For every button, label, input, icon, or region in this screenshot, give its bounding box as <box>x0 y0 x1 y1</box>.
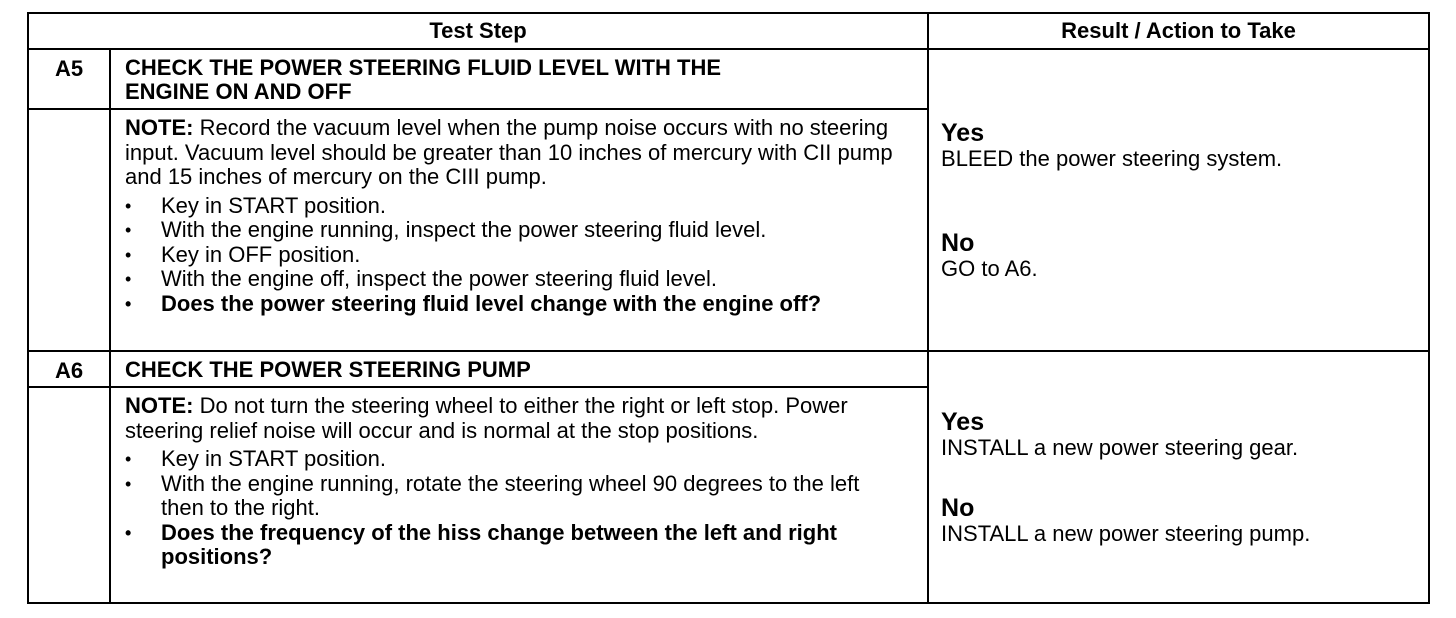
step-body-a6 <box>110 387 928 603</box>
result-yes-action: BLEED the power steering system. <box>941 146 1283 171</box>
note-label: NOTE: <box>125 115 194 140</box>
question-a5: • Does the power steering fluid level change with the engine off? <box>125 292 897 317</box>
header-row <box>28 13 1429 49</box>
result-yes-label: Yes <box>941 408 985 436</box>
step-a6-title-row <box>28 351 1429 387</box>
header-result-action: Result / Action to Take <box>928 13 1429 49</box>
note-label: NOTE: <box>125 393 194 418</box>
note-a6 <box>125 394 897 443</box>
list-item: • Key in START position. <box>125 194 897 219</box>
step-title-a5-line1: CHECK THE POWER STEERING FLUID LEVEL WITH THE <box>125 55 722 80</box>
list-item: • With the engine running, inspect the power steering fluid level. <box>125 218 897 243</box>
step-id-a6: A6 <box>28 351 110 387</box>
result-cell-a5 <box>928 49 1429 351</box>
step-id-a5-spacer <box>28 109 110 351</box>
note-text: Do not turn the steering wheel to either the right or left stop. Power steering relief noise will occur and is normal at the stop positions. <box>125 393 848 443</box>
result-no-action: INSTALL a new power steering pump. <box>941 521 1311 546</box>
header-test-step: Test Step <box>28 13 928 49</box>
list-item: • Key in START position. <box>125 447 897 472</box>
step-id-a5: A5 <box>28 49 110 109</box>
note-text: Record the vacuum level when the pump noise occurs with no steering input. Vacuum level should be greater than 10 inches of mercury with CII pump and 15 inches of mercury on the CIII pump. <box>125 115 893 189</box>
step-body-a5 <box>110 109 928 351</box>
result-no-label: No <box>941 494 975 522</box>
bullet-list-a6 <box>125 447 897 570</box>
list-item: • Key in OFF position. <box>125 243 897 268</box>
result-cell-a6 <box>928 351 1429 603</box>
step-title-a6: CHECK THE POWER STEERING PUMP <box>110 351 928 387</box>
list-item: • With the engine running, rotate the steering wheel 90 degrees to the left then to the right. <box>125 472 897 521</box>
note-a5 <box>125 116 897 190</box>
bullet-list-a5 <box>125 194 897 317</box>
step-title-a5-line2: ENGINE ON AND OFF <box>125 79 352 104</box>
result-yes-label: Yes <box>941 119 985 147</box>
diagnostic-table <box>27 12 1430 604</box>
question-a6: • Does the frequency of the hiss change between the left and right positions? <box>125 521 897 570</box>
step-a5-title-row <box>28 49 1429 109</box>
step-title-a5 <box>110 49 928 109</box>
step-id-a6-spacer <box>28 387 110 603</box>
result-no-label: No <box>941 229 975 257</box>
result-no-action: GO to A6. <box>941 256 1038 281</box>
list-item: • With the engine off, inspect the power steering fluid level. <box>125 267 897 292</box>
result-yes-action: INSTALL a new power steering gear. <box>941 435 1299 460</box>
